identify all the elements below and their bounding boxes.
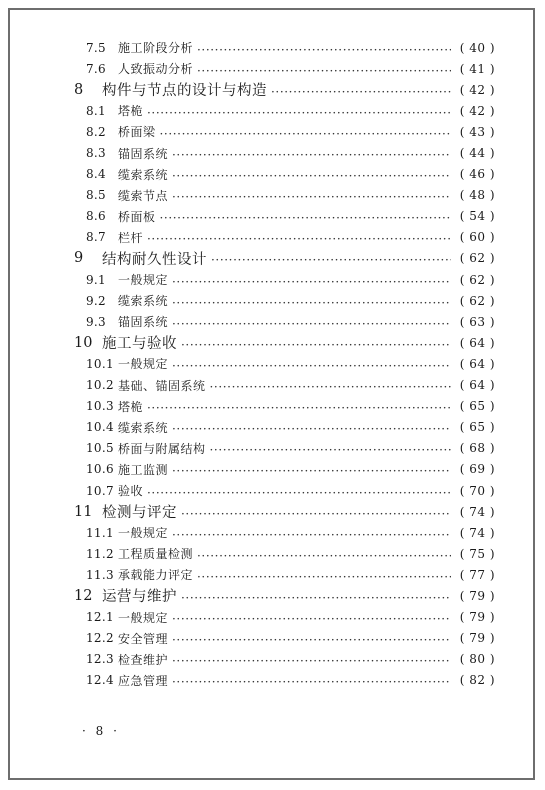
toc-entry-number: 9: [74, 250, 84, 267]
toc-entry-title: 应急管理: [118, 673, 169, 688]
toc-section-entry[interactable]: [70, 100, 495, 121]
toc-chapter-entry[interactable]: [70, 585, 495, 606]
toc-entry-page: ( 54 ): [459, 209, 495, 224]
toc-entry-number: 8.4: [86, 167, 106, 182]
toc-entry-page: ( 79 ): [459, 610, 495, 625]
page-number: · 8 ·: [82, 724, 120, 738]
toc-entry-title: 一般规定: [118, 357, 169, 372]
toc-chapter-entry[interactable]: [70, 501, 495, 522]
dot-leader: [197, 43, 451, 57]
dot-leader: [160, 127, 451, 141]
toc-entry-page: ( 41 ): [459, 61, 495, 76]
toc-entry-title: 一般规定: [118, 526, 169, 541]
toc-entry-title: 桥面与附属结构: [118, 441, 206, 456]
dot-leader: [181, 507, 451, 521]
dot-leader: [172, 190, 451, 204]
toc-entry-number: 9.2: [86, 293, 106, 308]
toc-section-entry[interactable]: [70, 438, 495, 459]
toc-entry-page: ( 42 ): [459, 82, 495, 97]
toc-entry-number: 8: [74, 81, 84, 98]
toc-entry-number: 10.4: [86, 420, 114, 435]
toc-entry-number: 11.1: [86, 525, 114, 540]
toc-entry-page: ( 48 ): [459, 188, 495, 203]
toc-entry-page: ( 70 ): [459, 483, 495, 498]
toc-entry-page: ( 62 ): [459, 272, 495, 287]
toc-entry-title: 一般规定: [118, 273, 169, 288]
toc-entry-number: 8.2: [86, 124, 106, 139]
dot-leader: [172, 464, 451, 478]
toc-entry-title: 缆索系统: [118, 294, 169, 309]
toc-entry-page: ( 43 ): [459, 124, 495, 139]
toc-entry-number: 7.6: [86, 61, 106, 76]
toc-entry-page: ( 75 ): [459, 546, 495, 561]
toc-entry-title: 构件与节点的设计与构造: [102, 83, 267, 100]
toc-entry-page: ( 68 ): [459, 441, 495, 456]
dot-leader: [181, 591, 451, 605]
dot-leader: [172, 612, 451, 626]
toc-entry-number: 8.3: [86, 146, 106, 161]
dot-leader: [172, 296, 451, 310]
dot-leader: [172, 528, 451, 542]
toc-section-entry[interactable]: [70, 206, 495, 227]
toc-entry-number: 10: [74, 334, 93, 351]
toc-entry-number: 12.4: [86, 673, 114, 688]
toc-section-entry[interactable]: [70, 121, 495, 142]
toc-entry-number: 10.6: [86, 462, 114, 477]
toc-chapter-entry[interactable]: [70, 79, 495, 100]
dot-leader: [211, 253, 451, 267]
toc-entry-title: 人致振动分析: [118, 62, 194, 77]
toc-entry-title: 检查维护: [118, 652, 169, 667]
toc-entry-title: 缆索系统: [118, 167, 169, 182]
toc-entry-page: ( 42 ): [459, 103, 495, 118]
toc-entry-page: ( 62 ): [459, 293, 495, 308]
toc-entry-page: ( 82 ): [459, 673, 495, 688]
toc-entry-number: 8.5: [86, 188, 106, 203]
toc-entry-number: 10.1: [86, 356, 114, 371]
page-frame: [8, 8, 535, 780]
table-of-contents: [70, 37, 495, 691]
toc-entry-page: ( 65 ): [459, 399, 495, 414]
dot-leader: [172, 422, 451, 436]
toc-entry-page: ( 62 ): [459, 251, 495, 266]
dot-leader: [172, 675, 451, 689]
dot-leader: [147, 232, 451, 246]
dot-leader: [172, 169, 451, 183]
toc-entry-title: 锚固系统: [118, 146, 169, 161]
toc-entry-title: 基础、锚固系统: [118, 378, 206, 393]
toc-entry-number: 11: [74, 503, 93, 520]
toc-section-entry[interactable]: [70, 417, 495, 438]
toc-entry-title: 承载能力评定: [118, 568, 194, 583]
toc-entry-number: 10.2: [86, 378, 114, 393]
toc-entry-title: 塔桅: [118, 399, 144, 414]
toc-section-entry[interactable]: [70, 607, 495, 628]
toc-entry-number: 12.3: [86, 652, 114, 667]
toc-entry-title: 验收: [118, 484, 144, 499]
toc-entry-title: 运营与维护: [102, 589, 177, 606]
toc-entry-number: 12: [74, 587, 93, 604]
toc-entry-title: 缆索节点: [118, 188, 169, 203]
toc-entry-page: ( 69 ): [459, 462, 495, 477]
dot-leader: [210, 380, 451, 394]
toc-entry-page: ( 79 ): [459, 631, 495, 646]
dot-leader: [197, 570, 451, 584]
dot-leader: [172, 275, 451, 289]
toc-entry-number: 8.1: [86, 103, 106, 118]
toc-section-entry[interactable]: [70, 37, 495, 58]
toc-entry-title: 塔桅: [118, 104, 144, 119]
toc-entry-title: 施工监测: [118, 462, 169, 477]
toc-section-entry[interactable]: [70, 670, 495, 691]
dot-leader: [147, 106, 451, 120]
toc-section-entry[interactable]: [70, 58, 495, 79]
toc-section-entry[interactable]: [70, 227, 495, 248]
toc-entry-page: ( 60 ): [459, 230, 495, 245]
toc-entry-number: 8.6: [86, 209, 106, 224]
toc-section-entry[interactable]: [70, 396, 495, 417]
toc-entry-page: ( 79 ): [459, 588, 495, 603]
toc-entry-number: 12.2: [86, 631, 114, 646]
toc-entry-page: ( 74 ): [459, 504, 495, 519]
dot-leader: [172, 148, 451, 162]
toc-entry-number: 8.7: [86, 230, 106, 245]
toc-section-entry[interactable]: [70, 480, 495, 501]
toc-entry-title: 安全管理: [118, 631, 169, 646]
toc-entry-title: 一般规定: [118, 610, 169, 625]
dot-leader: [181, 338, 451, 352]
toc-entry-page: ( 80 ): [459, 652, 495, 667]
dot-leader: [160, 211, 451, 225]
toc-section-entry[interactable]: [70, 522, 495, 543]
dot-leader: [271, 85, 451, 99]
dot-leader: [172, 633, 451, 647]
toc-entry-page: ( 74 ): [459, 525, 495, 540]
toc-entry-page: ( 64 ): [459, 335, 495, 350]
toc-section-entry[interactable]: [70, 311, 495, 332]
toc-section-entry[interactable]: [70, 628, 495, 649]
toc-entry-number: 9.1: [86, 272, 106, 287]
toc-section-entry[interactable]: [70, 164, 495, 185]
toc-entry-number: 9.3: [86, 314, 106, 329]
dot-leader: [197, 549, 451, 563]
toc-entry-page: ( 65 ): [459, 420, 495, 435]
dot-leader: [172, 654, 451, 668]
toc-entry-title: 锚固系统: [118, 315, 169, 330]
toc-entry-page: ( 64 ): [459, 378, 495, 393]
toc-entry-page: ( 46 ): [459, 167, 495, 182]
toc-entry-number: 10.5: [86, 441, 114, 456]
toc-section-entry[interactable]: [70, 142, 495, 163]
toc-section-entry[interactable]: [70, 564, 495, 585]
toc-section-entry[interactable]: [70, 290, 495, 311]
toc-entry-page: ( 40 ): [459, 40, 495, 55]
toc-chapter-entry[interactable]: [70, 332, 495, 353]
toc-chapter-entry[interactable]: [70, 248, 495, 269]
toc-entry-page: ( 44 ): [459, 146, 495, 161]
toc-entry-number: 7.5: [86, 40, 106, 55]
toc-entry-title: 桥面板: [118, 209, 156, 224]
toc-entry-number: 12.1: [86, 610, 114, 625]
dot-leader: [147, 401, 451, 415]
toc-section-entry[interactable]: [70, 543, 495, 564]
toc-entry-title: 检测与评定: [102, 505, 177, 522]
toc-entry-title: 施工阶段分析: [118, 41, 194, 56]
dot-leader: [172, 359, 451, 373]
toc-section-entry[interactable]: [70, 375, 495, 396]
toc-entry-number: 11.3: [86, 567, 114, 582]
toc-section-entry[interactable]: [70, 353, 495, 374]
toc-entry-page: ( 64 ): [459, 356, 495, 371]
dot-leader: [210, 443, 451, 457]
toc-entry-title: 施工与验收: [102, 336, 177, 353]
toc-entry-number: 10.7: [86, 483, 114, 498]
dot-leader: [172, 317, 451, 331]
toc-entry-number: 10.3: [86, 399, 114, 414]
toc-entry-title: 工程质量检测: [118, 547, 194, 562]
dot-leader: [197, 64, 451, 78]
toc-entry-title: 栏杆: [118, 230, 144, 245]
dot-leader: [147, 486, 451, 500]
toc-entry-title: 桥面梁: [118, 125, 156, 140]
toc-entry-title: 结构耐久性设计: [102, 251, 207, 268]
toc-section-entry[interactable]: [70, 459, 495, 480]
toc-section-entry[interactable]: [70, 185, 495, 206]
toc-entry-page: ( 63 ): [459, 314, 495, 329]
toc-entry-number: 11.2: [86, 546, 114, 561]
toc-section-entry[interactable]: [70, 269, 495, 290]
toc-entry-page: ( 77 ): [459, 567, 495, 582]
toc-entry-title: 缆索系统: [118, 420, 169, 435]
toc-section-entry[interactable]: [70, 649, 495, 670]
